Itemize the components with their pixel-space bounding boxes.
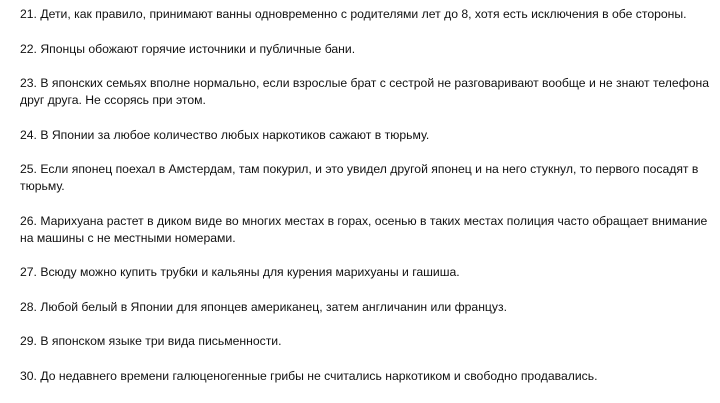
document-body xyxy=(20,6,714,402)
paragraph-21: 21. Дети, как правило, принимают ванны одновременно с родителями лет до 8, хотя есть исключения в обе стороны. xyxy=(20,7,687,21)
paragraph-29: 29. В японском языке три вида письменности. xyxy=(20,334,282,348)
paragraph-28: 28. Любой белый в Японии для японцев американец, затем англичанин или француз. xyxy=(20,299,507,314)
paragraph-24: 24. В Японии за любое количество любых наркотиков сажают в тюрьму. xyxy=(20,127,430,142)
paragraph-22: 22. Японцы обожают горячие источники и публичные бани. xyxy=(20,41,356,56)
paragraph-30: 30. До недавнего времени галюценогенные грибы не считались наркотиком и свободно продавались. xyxy=(20,368,598,383)
paragraph-26: 26. Марихуана растет в диком виде во многих местах в горах, осенью в таких местах полиция часто обращает внимание на машины с не местными номерами. xyxy=(20,213,708,245)
paragraph-27: 27. Всюду можно купить трубки и кальяны для курения марихуаны и гашиша. xyxy=(20,265,460,279)
paragraph-23: 23. В японских семьях вполне нормально, если взрослые брат с сестрой не разговаривают вообще и не знают телефона друг друга. Не ссорясь при этом. xyxy=(20,76,710,107)
paragraph-25: 25. Если японец поехал в Амстердам, там покурил, и это увидел другой японец и на него стукнул, то первого посадят в тюрьму. xyxy=(20,162,699,193)
